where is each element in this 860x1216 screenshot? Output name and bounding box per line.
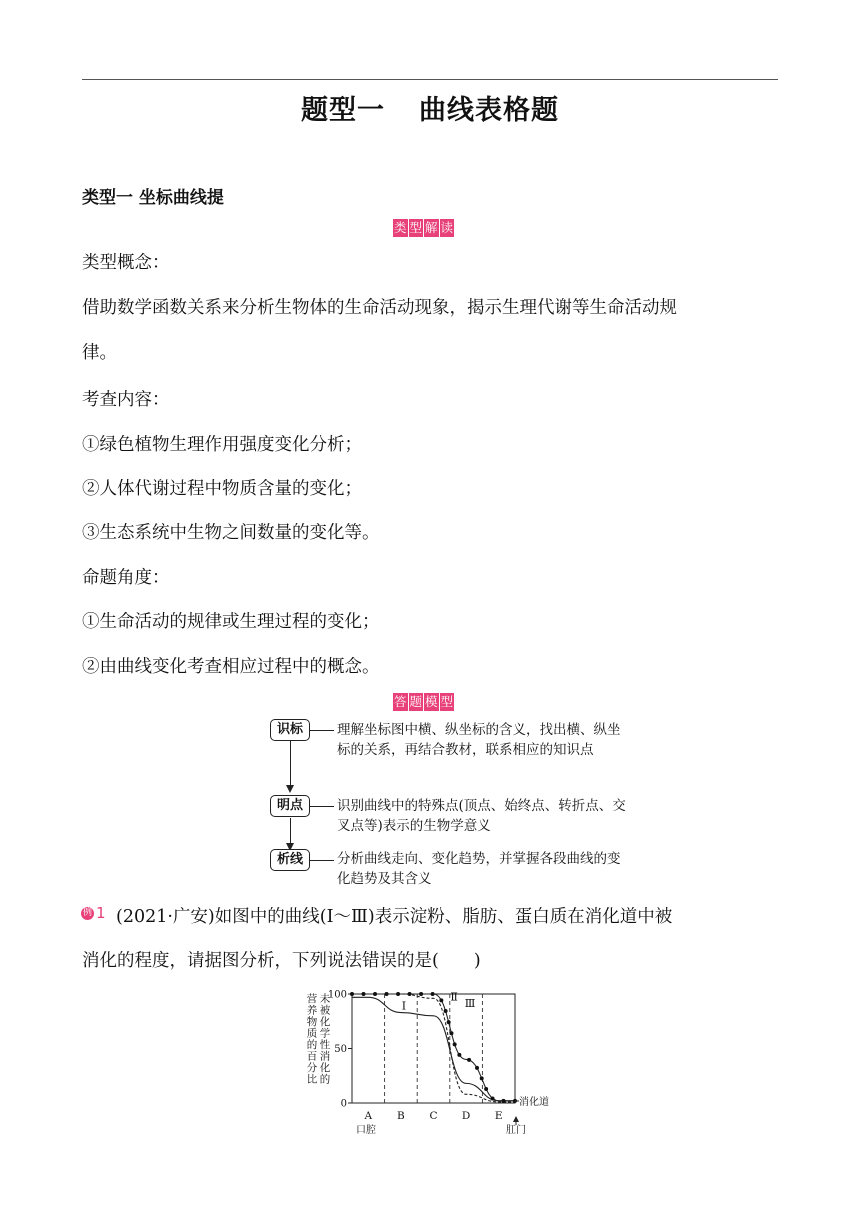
y-label-char: 营 xyxy=(306,993,318,1005)
y-axis-label-outer xyxy=(307,992,318,1086)
x-category-label: C xyxy=(429,1110,438,1122)
series-point xyxy=(362,992,366,996)
title-part2: 曲线表格题 xyxy=(419,95,559,126)
digestion-chart xyxy=(300,980,580,1140)
flow-step-label: 识标 xyxy=(270,719,310,741)
answer-flowchart xyxy=(268,715,628,890)
title-part1: 题型一 xyxy=(301,95,385,126)
y-label-char: 物 xyxy=(306,1016,318,1028)
y-label-char: 学 xyxy=(319,1027,331,1040)
text-line: 借助数学函数关系来分析生物体的生命活动现象，揭示生理代谢等生命活动规 xyxy=(82,298,677,318)
series-label: Ⅰ xyxy=(401,999,407,1013)
series-point xyxy=(491,1096,495,1100)
text-line: 类型概念： xyxy=(82,253,170,273)
text-line: ②由曲线变化考查相应过程中的概念。 xyxy=(82,657,380,677)
flow-dash xyxy=(310,730,334,731)
y-label-char: 百 xyxy=(306,1050,318,1063)
flow-step-label: 明点 xyxy=(270,795,310,817)
example-number: 1 xyxy=(96,904,106,922)
badge-type-reading xyxy=(393,219,454,237)
x-sublabel-a: 口腔 xyxy=(356,1125,376,1136)
x-category-label: E xyxy=(494,1110,503,1122)
y-label-char: 的 xyxy=(306,1039,318,1051)
series-point xyxy=(501,1099,505,1103)
example-line: (2021·广安)如图中的曲线(Ⅰ～Ⅲ)表示淀粉、脂肪、蛋白质在消化道中被 xyxy=(116,907,673,927)
arrow-down-icon xyxy=(286,785,294,793)
example-line: 消化的程度，请据图分析，下列说法错误的是( ) xyxy=(82,951,481,971)
y-label-char: 被 xyxy=(319,1004,331,1017)
series-label: Ⅲ xyxy=(464,997,476,1011)
text-line: ①绿色植物生理作用强度变化分析； xyxy=(82,435,362,455)
y-label-char: 化 xyxy=(319,1016,331,1028)
series-point xyxy=(484,1087,488,1091)
badge-char: 型 xyxy=(440,694,454,709)
series-label: Ⅱ xyxy=(450,990,458,1004)
series-line-1 xyxy=(352,997,515,1101)
flow-dash xyxy=(310,860,334,861)
flow-step-text: 分析曲线走向、变化趋势，并掌握各段曲线的变化趋势及其含义 xyxy=(337,851,621,887)
y-label-char: 未 xyxy=(319,993,331,1005)
series-point xyxy=(449,1031,453,1035)
badge-char: 读 xyxy=(440,220,454,235)
badge-char: 型 xyxy=(409,220,423,235)
page-title xyxy=(0,88,860,127)
series-point xyxy=(431,992,435,996)
y-label-char: 性 xyxy=(319,1039,331,1051)
series-point xyxy=(439,998,443,1002)
badge-answer-model xyxy=(393,693,454,711)
text-line: 考查内容： xyxy=(82,390,170,410)
y-label-char: 化 xyxy=(319,1062,331,1074)
series-point xyxy=(453,1042,457,1046)
y-label-char: 养 xyxy=(306,1004,318,1017)
badge-char: 答 xyxy=(394,694,407,709)
text-line: ③生态系统中生物之间数量的变化等。 xyxy=(82,523,380,543)
series-point xyxy=(457,1053,461,1057)
x-category-label: A xyxy=(364,1110,373,1122)
badge-char: 模 xyxy=(425,694,438,709)
flow-dash xyxy=(310,806,334,807)
series-point xyxy=(373,992,377,996)
y-tick-label: 50 xyxy=(334,1044,347,1055)
series-point xyxy=(444,1009,448,1013)
flow-connector xyxy=(290,818,291,846)
flow-step-text: 理解坐标图中横、纵坐标的含义，找出横、纵坐标的关系，再结合教材，联系相应的知识点 xyxy=(337,722,621,758)
x-sublabel-e: 肛门 xyxy=(506,1125,526,1136)
y-label-char: 消 xyxy=(319,1050,331,1063)
section-heading: 类型一 坐标曲线提 xyxy=(82,188,224,208)
text-line: 命题角度： xyxy=(82,568,170,588)
y-label-char: 的 xyxy=(319,1073,331,1086)
series-point xyxy=(419,992,423,996)
flow-step-text: 识别曲线中的特殊点(顶点、始终点、转折点、交叉点等)表示的生物学意义 xyxy=(337,798,626,834)
x-axis-label: 消化道 xyxy=(519,1097,549,1108)
series-point xyxy=(480,1076,484,1080)
y-label-char: 质 xyxy=(306,1027,318,1040)
badge-char: 题 xyxy=(409,694,423,709)
flow-connector xyxy=(290,738,291,788)
series-point xyxy=(467,1058,471,1062)
series-line-2 xyxy=(352,994,515,1102)
y-label-char: 分 xyxy=(306,1062,318,1074)
y-label-char: 比 xyxy=(306,1073,318,1086)
badge-char: 解 xyxy=(425,220,438,235)
series-point xyxy=(475,1066,479,1070)
text-line: ②人体代谢过程中物质含量的变化； xyxy=(82,479,362,499)
series-point xyxy=(447,1020,451,1024)
x-category-label: B xyxy=(397,1110,405,1122)
series-point xyxy=(385,992,389,996)
plot-frame xyxy=(352,994,515,1103)
y-tick-label: 100 xyxy=(327,989,347,1001)
y-tick-label: 0 xyxy=(340,1098,347,1110)
series-point xyxy=(350,992,354,996)
y-axis-label-inner xyxy=(320,992,331,1086)
text-line: ①生命活动的规律或生理过程的变化； xyxy=(82,612,380,632)
series-point xyxy=(396,992,400,996)
flow-step-label: 析线 xyxy=(270,849,310,871)
example-icon: 例 xyxy=(82,908,92,918)
badge-char: 类 xyxy=(394,220,407,235)
header-rule xyxy=(82,79,778,80)
series-line-3 xyxy=(352,994,515,1101)
text-line: 律。 xyxy=(82,343,117,363)
series-point xyxy=(408,992,412,996)
x-category-label: D xyxy=(461,1110,471,1122)
